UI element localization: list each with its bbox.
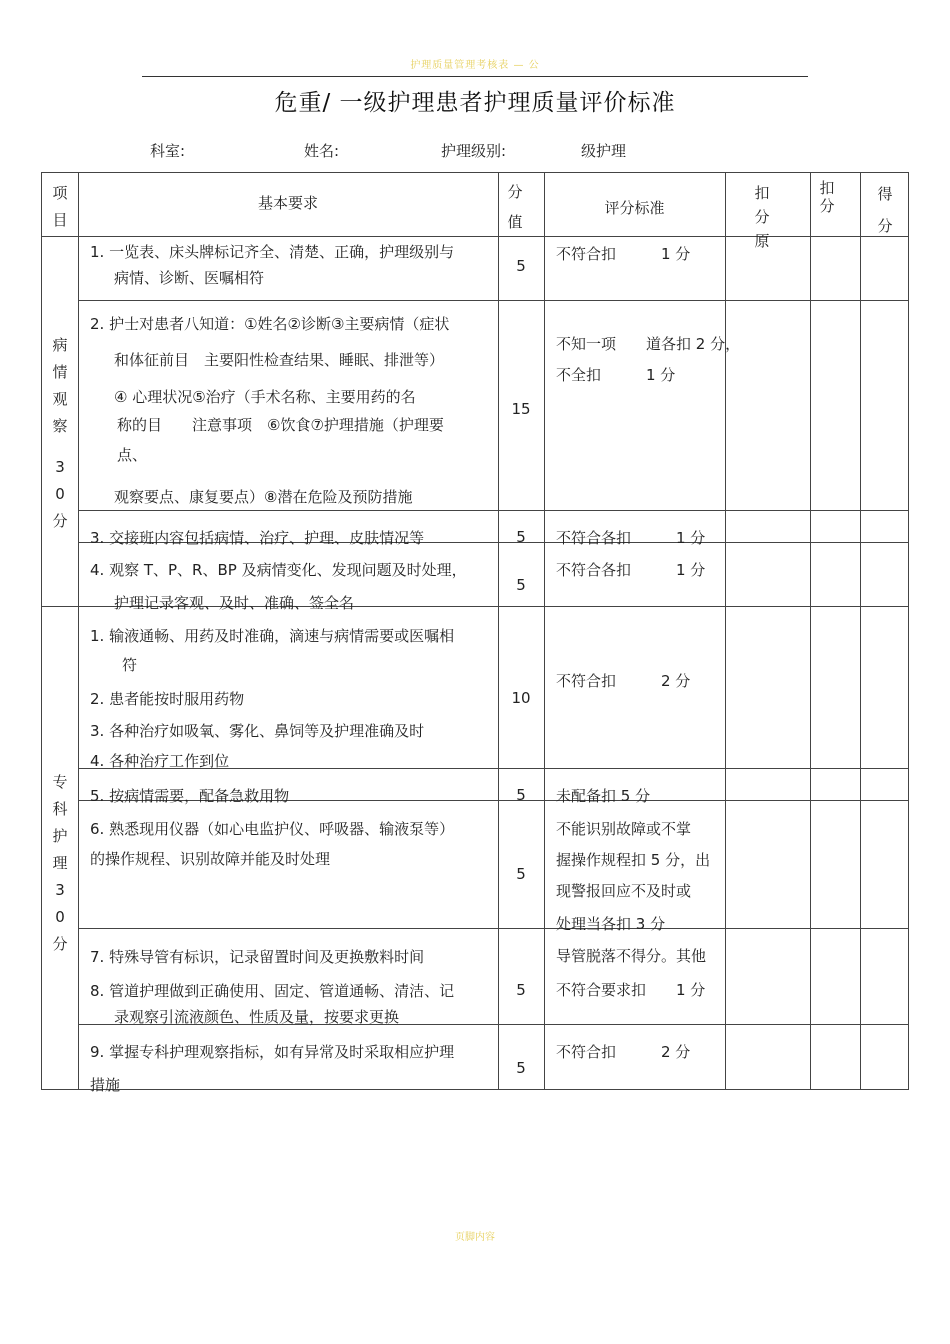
requirement-line: 7. 特殊导管有标识，记录留置时间及更换敷料时间: [90, 948, 425, 966]
criteria-line: 不能识别故障或不掌: [556, 820, 692, 838]
requirement-line: 8. 管道护理做到正确使用、固定、管道通畅、清洁、记: [90, 982, 455, 1000]
score-value: 5: [516, 786, 526, 804]
header-item: 项 目: [52, 184, 68, 229]
criteria-line: 导管脱落不得分。其他: [556, 947, 707, 965]
criteria-line: 不符合各扣 1 分: [556, 561, 706, 579]
requirement-line: 3. 交接班内容包括病情、治疗、护理、皮肤情况等: [90, 529, 425, 547]
section-name-specialty: 专 科 护 理 3 0 分: [52, 773, 68, 953]
dept-label: 科室:: [150, 142, 186, 160]
table-rule: [78, 928, 909, 929]
header-rule: [142, 76, 808, 77]
requirement-line: 1. 一览表、床头牌标记齐全、清楚、正确，护理级别与: [90, 243, 455, 261]
criteria-line: 不符合各扣 1 分: [556, 529, 706, 547]
requirement-line: 观察要点、康复要点）⑧潜在危险及预防措施: [114, 488, 413, 506]
requirement-line: 5. 按病情需要，配备急救用物: [90, 787, 290, 805]
table-rule: [908, 172, 909, 1089]
requirement-line: 措施: [90, 1076, 121, 1094]
requirement-line: 病情、诊断、医嘱相符: [114, 269, 265, 287]
requirement-line: 1. 输液通畅、用药及时准确，滴速与病情需要或医嘱相: [90, 627, 455, 645]
criteria-line: 不符合扣 1 分: [556, 245, 691, 263]
requirement-line: 2. 护士对患者八知道：①姓名②诊断③主要病情（症状: [90, 315, 450, 333]
table-rule: [725, 172, 726, 1089]
level-label: 护理级别:: [441, 142, 507, 160]
requirement-line: ④ 心理状况⑤治疗（手术名称、主要用药的名: [114, 388, 416, 406]
requirement-line: 和体征前目 主要阳性检查结果、睡眠、排泄等）: [114, 351, 445, 369]
header-gain: 得 分: [877, 185, 893, 235]
criteria-line: 现警报回应不及时或: [556, 882, 692, 900]
requirement-line: 录观察引流液颜色、性质及量，按要求更换: [114, 1008, 400, 1026]
requirement-line: 4. 观察 T、P、R、BP 及病情变化、发现问题及时处理，: [90, 561, 467, 579]
requirement-line: 3. 各种治疗如吸氧、雾化、鼻饲等及护理准确及时: [90, 722, 425, 740]
requirement-line: 6. 熟悉现用仪器（如心电监护仪、呼吸器、输液泵等）: [90, 820, 455, 838]
table-rule: [810, 172, 811, 1089]
page-title: 危重/ 一级护理患者护理质量评价标准: [274, 90, 676, 116]
level-value: 级护理: [581, 142, 627, 160]
footer-note: 页脚内容: [455, 1232, 495, 1243]
header-note: 护理质量管理考核表 — 公: [410, 60, 540, 71]
criteria-line: 握操作规程扣 5 分，出: [556, 851, 711, 869]
table-rule: [41, 172, 909, 173]
header-deduct-reason: 扣 分 原: [754, 184, 770, 250]
requirement-line: 2. 患者能按时服用药物: [90, 690, 245, 708]
score-value: 5: [516, 528, 526, 546]
header-deduct: 扣 分: [819, 179, 835, 215]
requirement-line: 的操作规程、识别故障并能及时处理: [90, 850, 331, 868]
score-value: 5: [516, 1059, 526, 1077]
section-name-observation: 病 情 观 察 3 0 分: [52, 336, 68, 530]
header-requirement: 基本要求: [257, 194, 318, 212]
criteria-line: 不符合要求扣 1 分: [556, 981, 706, 999]
requirement-line: 4. 各种治疗工作到位: [90, 752, 230, 770]
table-rule: [41, 236, 909, 237]
table-rule: [78, 172, 79, 1089]
table-rule: [544, 172, 545, 1089]
requirement-line: 符: [122, 656, 138, 674]
requirement-line: 称的目 注意事项 ⑥饮食⑦护理措施（护理要: [117, 416, 444, 434]
criteria-line: 不全扣 1 分: [556, 366, 676, 384]
criteria-line: 未配备扣 5 分: [556, 787, 651, 805]
score-value: 5: [516, 865, 526, 883]
table-rule: [41, 172, 42, 1089]
name-label: 姓名:: [304, 142, 340, 160]
criteria-line: 不知一项 道各扣 2 分，: [556, 335, 741, 353]
score-value: 5: [516, 257, 526, 275]
table-rule: [78, 300, 909, 301]
score-value: 5: [516, 981, 526, 999]
score-value: 15: [511, 400, 531, 418]
score-value: 10: [511, 689, 531, 707]
requirement-line: 点、: [117, 446, 148, 464]
table-rule: [41, 1089, 909, 1090]
table-rule: [860, 172, 861, 1089]
criteria-line: 不符合扣 2 分: [556, 672, 691, 690]
score-value: 5: [516, 576, 526, 594]
header-criteria: 评分标准: [604, 199, 665, 217]
criteria-line: 处理当各扣 3 分: [556, 915, 666, 933]
table-rule: [78, 510, 909, 511]
criteria-line: 不符合扣 2 分: [556, 1043, 691, 1061]
header-score: 分 值: [507, 183, 523, 231]
requirement-line: 9. 掌握专科护理观察指标，如有异常及时采取相应护理: [90, 1043, 455, 1061]
requirement-line: 护理记录客观、及时、准确、签全名: [114, 594, 355, 612]
table-rule: [498, 172, 499, 1089]
